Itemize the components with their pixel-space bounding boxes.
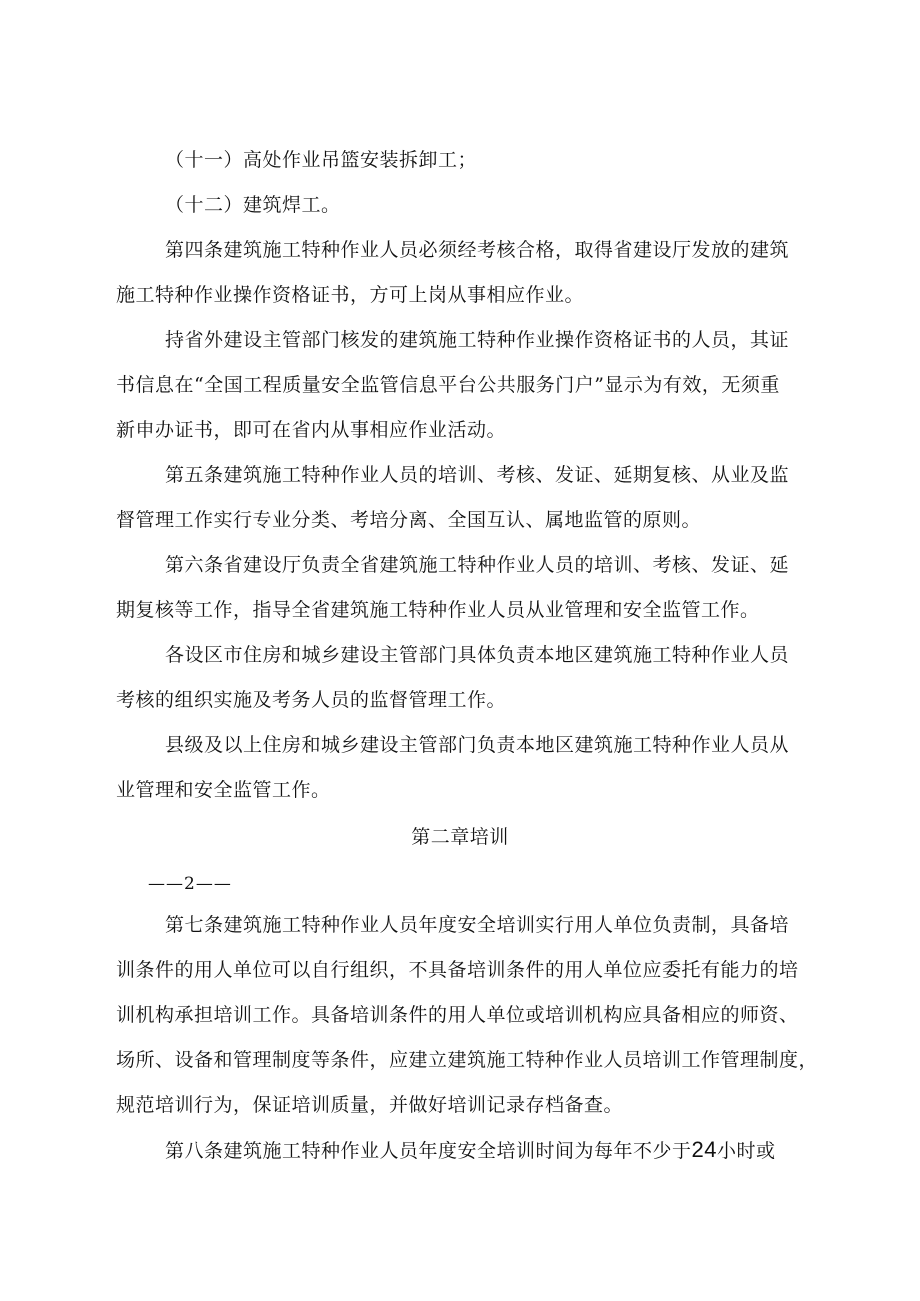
article-8-text-suffix: 小时或 — [717, 1140, 776, 1162]
article-7-line-1: 第七条建筑施工特种作业人员年度安全培训实行用人单位负责制，具备培 — [165, 914, 790, 936]
list-item-12: （十二）建筑焊工。 — [165, 194, 341, 216]
article-8-text-prefix: 第八条建筑施工特种作业人员年度安全培训时间为每年不少于 — [165, 1140, 692, 1162]
article-4-line-1: 第四条建筑施工特种作业人员必须经考核合格，取得省建设厅发放的建筑 — [165, 239, 790, 261]
article-7-line-3: 训机构承担培训工作。具备培训条件的用人单位或培训机构应具备相应的师资、 — [116, 1004, 799, 1026]
article-6-line-2: 期复核等工作，指导全省建筑施工特种作业人员从业管理和安全监管工作。 — [116, 599, 760, 621]
article-7-line-4: 场所、设备和管理制度等条件，应建立建筑施工特种作业人员培训工作管理制度， — [116, 1049, 819, 1071]
paragraph-line: 业管理和安全监管工作。 — [116, 779, 331, 801]
page-number: ——2—— — [148, 874, 232, 894]
article-4-line-2: 施工特种作业操作资格证书，方可上岗从事相应作业。 — [116, 284, 585, 306]
paragraph-line: 书信息在“全国工程质量安全监管信息平台公共服务门户”显示为有效，无须重 — [116, 374, 780, 396]
article-5-line-2: 督管理工作实行专业分类、考培分离、全国互认、属地监管的原则。 — [116, 509, 702, 531]
article-7-line-5: 规范培训行为，保证培训质量，并做好培训记录存档备查。 — [116, 1094, 624, 1116]
list-item-11: （十一）高处作业吊篮安装拆卸工； — [165, 149, 478, 171]
paragraph-line: 考核的组织实施及考务人员的监督管理工作。 — [116, 689, 507, 711]
chapter-heading: 第二章培训 — [411, 826, 509, 848]
article-7-line-2: 训条件的用人单位可以自行组织，不具备培训条件的用人单位应委托有能力的培 — [116, 959, 799, 981]
paragraph-line: 各设区市住房和城乡建设主管部门具体负责本地区建筑施工特种作业人员 — [165, 644, 790, 666]
article-5-line-1: 第五条建筑施工特种作业人员的培训、考核、发证、延期复核、从业及监 — [165, 464, 790, 486]
article-8-line-1 — [165, 1138, 776, 1163]
paragraph-line: 新申办证书，即可在省内从事相应作业活动。 — [116, 419, 507, 441]
training-hours-number: 24 — [691, 1137, 717, 1162]
article-6-line-1: 第六条省建设厅负责全省建筑施工特种作业人员的培训、考核、发证、延 — [165, 554, 790, 576]
paragraph-line: 县级及以上住房和城乡建设主管部门负责本地区建筑施工特种作业人员从 — [165, 734, 790, 756]
paragraph-line: 持省外建设主管部门核发的建筑施工特种作业操作资格证书的人员，其证 — [165, 329, 790, 351]
